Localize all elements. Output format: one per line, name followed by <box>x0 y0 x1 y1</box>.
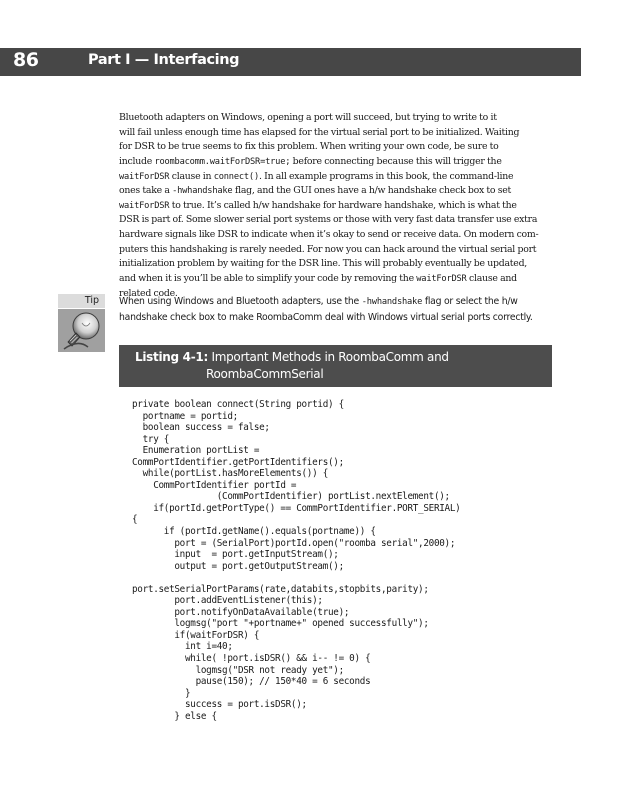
text-run: clause and <box>466 273 517 285</box>
code-line: input = port.getInputStream(); <box>132 549 339 561</box>
code-line: logmsg("port "+portname+" opened successfully"); <box>132 618 429 630</box>
listing-title-line1: Important Methods in RoombaComm and <box>211 350 449 364</box>
tip-line <box>119 310 559 325</box>
page-number: 86 <box>13 49 39 71</box>
text-run: for DSR to be true seems to fix this problem. When writing your own code, be sure to <box>119 141 499 153</box>
inline-code: waitForDSR <box>119 200 170 211</box>
text-run: handshake check box to make RoombaComm deal with Windows virtual serial ports correctly. <box>119 312 533 323</box>
body-paragraph <box>119 111 549 301</box>
paragraph-line <box>119 199 549 214</box>
text-run: before connecting because this will trigger the <box>290 155 502 167</box>
inline-code: connect() <box>213 171 259 182</box>
text-run: flag, and the GUI ones have a h/w handshake check box to set <box>232 185 512 197</box>
text-run: DSR is part of. Some slower serial port systems or those with very fast data transfer use extra <box>119 214 538 226</box>
paragraph-line <box>119 126 549 141</box>
code-line: private boolean connect(String portid) { <box>132 399 344 410</box>
listing-label: Listing 4-1: <box>135 350 208 364</box>
code-line: port.setSerialPortParams(rate,databits,stopbits,parity); <box>132 583 429 595</box>
inline-code: waitForDSR <box>119 171 170 182</box>
text-run: When using Windows and Bluetooth adapters, use the <box>119 296 362 307</box>
code-line: CommPortIdentifier portId = <box>132 479 297 491</box>
running-header <box>0 48 581 76</box>
code-line: if(waitForDSR) { <box>132 629 260 641</box>
text-run: will fail unless enough time has elapsed for the virtual serial port to be initialized. Waiting <box>119 126 520 138</box>
paragraph-line <box>119 184 549 199</box>
listing-title <box>135 349 535 383</box>
code-line: } else { <box>132 710 217 722</box>
code-line: Enumeration portList = <box>132 445 260 457</box>
code-line: if (portId.getName().equals(portname)) { <box>132 526 376 538</box>
paragraph-line <box>119 213 549 228</box>
part-title: Part I — Interfacing <box>88 52 240 68</box>
paragraph-line <box>119 243 549 258</box>
tip-label: Tip <box>58 294 105 308</box>
code-line: CommPortIdentifier.getPortIdentifiers(); <box>132 456 344 468</box>
code-line: boolean success = false; <box>132 422 270 434</box>
inline-code: -hwhandshake <box>361 297 423 307</box>
tip-line <box>119 294 559 310</box>
code-line: { <box>132 514 138 526</box>
paragraph-line <box>119 257 549 272</box>
code-line: portname = portid; <box>132 410 238 422</box>
code-line: port.notifyOnDataAvailable(true); <box>132 606 350 618</box>
code-line: try { <box>132 433 170 445</box>
text-run: and when it is you’ll be able to simplify your code by removing the <box>119 273 417 285</box>
code-line: if(portId.getPortType() == CommPortIdentifier.PORT_SERIAL) <box>132 502 461 514</box>
lightbulb-icon <box>58 309 105 352</box>
text-run: puters this handshaking is rarely needed. For now you can hack around the virtual serial port <box>119 243 537 255</box>
listing-title-line2: RoombaCommSerial <box>206 367 324 381</box>
text-run: include <box>119 155 155 167</box>
code-line: port.addEventListener(this); <box>132 595 323 607</box>
text-run: related code. <box>119 287 178 299</box>
code-line <box>132 572 562 584</box>
text-run: flag or select the h/w <box>422 296 518 307</box>
paragraph-line <box>119 170 549 185</box>
code-line: (CommPortIdentifier) portList.nextElement(); <box>132 491 450 503</box>
code-line: output = port.getOutputStream(); <box>132 560 344 572</box>
code-line: port = (SerialPort)portId.open("roomba serial",2000); <box>132 537 456 549</box>
paragraph-line <box>119 155 549 170</box>
paragraph-line <box>119 111 549 126</box>
listing-header <box>119 345 552 387</box>
paragraph-line <box>119 140 549 155</box>
text-run: initialization problem by waiting for the DSR line. This will probably eventually be updated, <box>119 258 528 270</box>
code-line: pause(150); // 150*40 = 6 seconds <box>132 676 371 688</box>
text-run: . In all example programs in this book, the command-line <box>259 170 514 182</box>
paragraph-line <box>119 272 549 287</box>
inline-code: -hwhandshake <box>172 186 233 197</box>
code-line: logmsg("DSR not ready yet"); <box>132 664 344 676</box>
text-run: clause in <box>169 170 214 182</box>
text-run: ones take a <box>119 185 173 197</box>
text-run: hardware signals like DSR to indicate when it’s okay to send or receive data. On modern com- <box>119 229 539 241</box>
code-line: int i=40; <box>132 641 233 653</box>
code-line: success = port.isDSR(); <box>132 699 307 711</box>
paragraph-line <box>119 228 549 243</box>
code-line: while(portList.hasMoreElements()) { <box>132 468 328 480</box>
inline-code: roombacomm.waitForDSR=true; <box>154 156 291 167</box>
code-line: while( !port.isDSR() && i-- != 0) { <box>132 653 371 665</box>
code-line: } <box>132 687 191 699</box>
inline-code: waitForDSR <box>416 274 467 285</box>
code-listing <box>132 399 562 722</box>
tip-text <box>119 294 559 325</box>
text-run: to true. It’s called h/w handshake for hardware handshake, which is what the <box>169 199 517 211</box>
text-run: Bluetooth adapters on Windows, opening a port will succeed, but trying to write to it <box>119 112 497 123</box>
